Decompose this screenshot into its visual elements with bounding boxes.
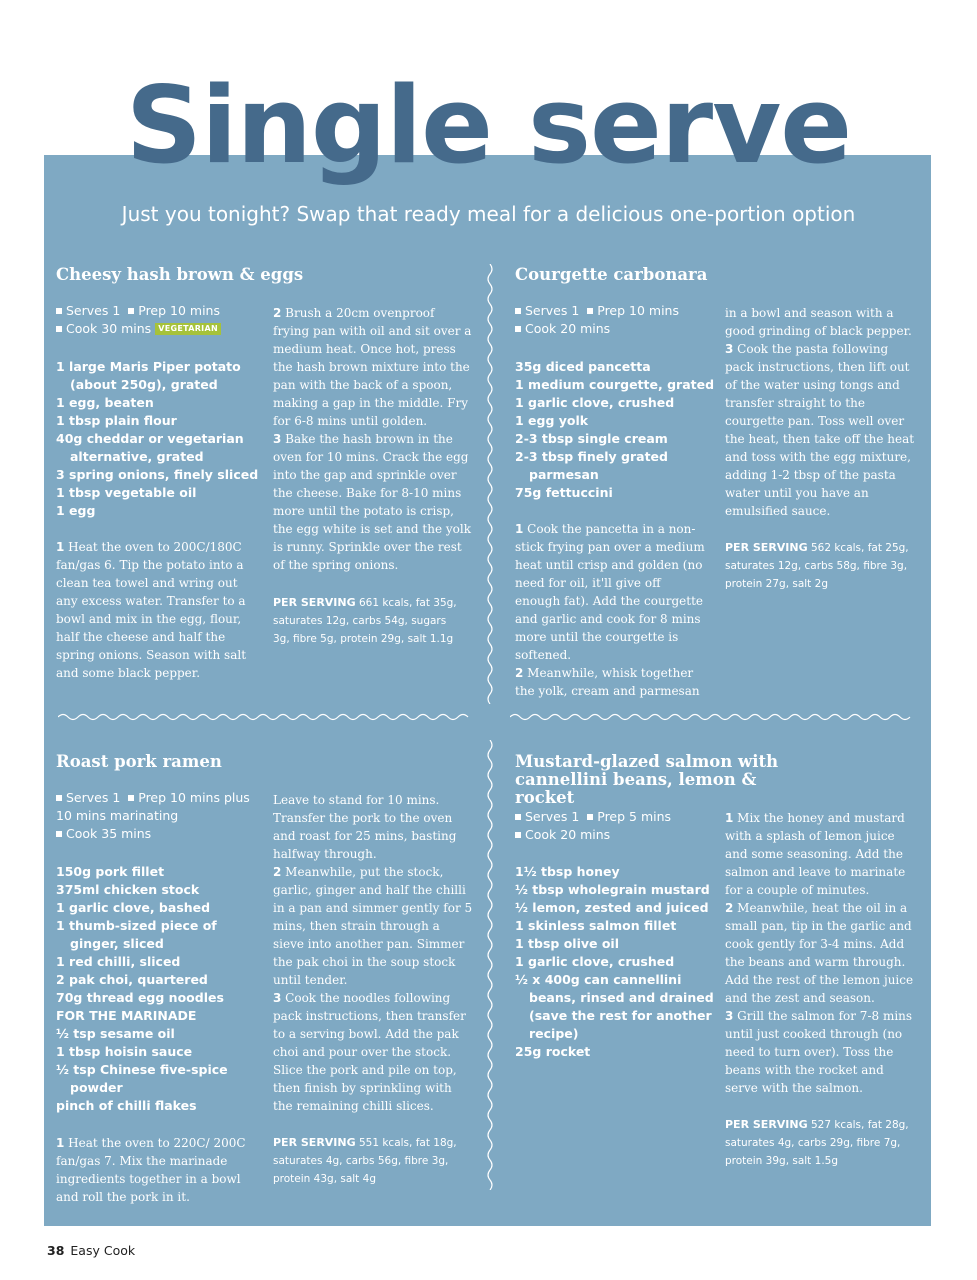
- ingredient: 1 skinless salmon fillet: [515, 918, 677, 933]
- step-text: Brush a 20cm ovenproof frying pan with oil and sit over a medium heat. Once hot, press the hash brown mixture into the pan with the back of a spoon, making a gap in the middle. Fry for 6-8 mins until golden.: [273, 306, 472, 428]
- method-step: [725, 304, 920, 520]
- ingredient: 1 tbsp olive oil: [515, 936, 620, 951]
- vertical-wavy-divider-top: [484, 264, 496, 704]
- step-text: Heat the oven to 200C/180C fan/gas 6. Tip the potato into a clean tea towel and wring out any excess water. Transfer to a bowl and mix in the egg, flour, half the cheese and half the spring onions. Season with salt and some black pepper.: [56, 540, 247, 680]
- nutrition-label: PER SERVING: [273, 1136, 356, 1149]
- method-step: [56, 1134, 252, 1206]
- cook-text: Cook 20 mins: [525, 321, 611, 336]
- step-number: 2: [725, 901, 734, 915]
- recipe-title: Mustard-glazed salmon with cannellini beans, lemon & rocket: [515, 752, 779, 807]
- nutrition-label: PER SERVING: [725, 541, 808, 554]
- recipe-meta: [515, 302, 715, 338]
- horizontal-wavy-divider-right: [510, 710, 918, 724]
- step-number: 3: [273, 991, 282, 1005]
- ingredient: ½ lemon, zested and juiced: [515, 900, 709, 915]
- cook-text: Cook 20 mins: [525, 827, 611, 842]
- ingredient: 35g diced pancetta: [515, 359, 651, 374]
- page-subtitle: Just you tonight? Swap that ready meal for a delicious one-portion option: [121, 202, 856, 226]
- step-text: Mix the honey and mustard with a splash of lemon juice and some seasoning. Add the salmon and leave to marinate for a couple of minutes.: [725, 811, 906, 897]
- serves-text: Serves 1: [525, 809, 580, 824]
- ingredient: 70g thread egg noodles: [56, 990, 224, 1005]
- recipe-title: Cheesy hash brown & eggs: [56, 265, 304, 284]
- recipe-title: Courgette carbonara: [515, 265, 708, 284]
- method-step: [725, 809, 920, 1097]
- method-step: [515, 520, 707, 700]
- ingredient: 1 garlic clove, crushed: [515, 954, 675, 969]
- step-text: Leave to stand for 10 mins. Transfer the pork to the oven and roast for 25 mins, basting halfway through.: [273, 793, 457, 861]
- nutrition-values: 551 kcals, fat 18g, saturates 4g, carbs 56g, fibre 3g, protein 43g, salt 4g: [273, 1137, 457, 1185]
- ingredient: ½ tsp sesame oil: [56, 1026, 175, 1041]
- ingredients-list: [56, 863, 261, 1115]
- step-number: 3: [725, 342, 734, 356]
- method-step: [273, 304, 473, 574]
- ingredient: 1 egg, beaten: [56, 395, 154, 410]
- step-number: 2: [273, 865, 282, 879]
- recipe-meta: [56, 789, 261, 843]
- step-number: 1: [56, 1136, 65, 1150]
- recipe-meta: [56, 302, 256, 338]
- step-text: in a bowl and season with a good grinding of black pepper.: [725, 306, 912, 338]
- step-text: Cook the noodles following pack instructions, then transfer to a serving bowl. Add the pak choi and pour over the stock. Slice the pork and pile on top, then finish by sprinkling with the remaining chilli slices.: [273, 991, 466, 1113]
- ingredient: 25g rocket: [515, 1044, 591, 1059]
- cook-text: Cook 30 mins: [66, 321, 152, 336]
- horizontal-wavy-divider-left: [58, 710, 472, 724]
- vertical-wavy-divider-bottom: [484, 740, 496, 1190]
- vegetarian-badge: VEGETARIAN: [155, 323, 221, 335]
- step-number: 3: [273, 432, 282, 446]
- step-text: Cook the pancetta in a non-stick frying pan over a medium heat until crisp and golden (no need for oil, it'll give off enough fat). Add the courgette and garlic and cook for 8 mins more until the courgette is softened.: [515, 522, 705, 662]
- cook-text: Cook 35 mins: [66, 826, 152, 841]
- ingredients-list: [515, 863, 715, 1061]
- ingredient: 2-3 tbsp single cream: [515, 431, 668, 446]
- ingredient: 1 large Maris Piper potato (about 250g), grated: [56, 359, 241, 392]
- step-number: 2: [273, 306, 282, 320]
- step-number: 1: [515, 522, 524, 536]
- step-text: Bake the hash brown in the oven for 10 mins. Crack the egg into the gap and sprinkle over the cheese. Bake for 8-10 mins more until the potato is crisp, the egg white is set and the yolk is runny. Sprinkle over the rest of the spring onions.: [273, 432, 471, 572]
- page-title: Single serve: [125, 64, 852, 187]
- nutrition-values: 661 kcals, fat 35g, saturates 12g, carbs 54g, sugars 3g, fibre 5g, protein 29g, salt 1.1g: [273, 597, 457, 645]
- ingredient: 1 garlic clove, bashed: [56, 900, 211, 915]
- ingredient: ½ tbsp wholegrain mustard: [515, 882, 710, 897]
- nutrition-values: 562 kcals, fat 25g, saturates 12g, carbs 58g, fibre 3g, protein 27g, salt 2g: [725, 542, 909, 590]
- recipe-meta: [515, 808, 715, 844]
- serves-text: Serves 1: [66, 303, 121, 318]
- ingredient: 3 spring onions, finely sliced: [56, 467, 259, 482]
- nutrition-info: [725, 1116, 915, 1170]
- ingredient: 1 egg: [56, 503, 96, 518]
- step-text: Meanwhile, put the stock, garlic, ginger and half the chilli in a pan and simmer gently for 5 mins, then strain through a sieve into another pan. Simmer the pak choi in the soup stock until tender.: [273, 865, 473, 987]
- ingredient: 1 tbsp vegetable oil: [56, 485, 197, 500]
- ingredient: 1 tbsp plain flour: [56, 413, 177, 428]
- prep-text: Prep 10 mins: [138, 303, 220, 318]
- ingredient: 1 tbsp hoisin sauce: [56, 1044, 193, 1059]
- ingredient: ½ tsp Chinese five-spice powder: [56, 1062, 228, 1095]
- ingredients-list: [56, 358, 261, 520]
- ingredient: 75g fettuccini: [515, 485, 613, 500]
- method-step: [273, 791, 473, 1115]
- prep-text: Prep 10 mins plus 10 mins marinating: [56, 790, 250, 823]
- page-footer: [47, 1243, 135, 1258]
- step-number: 2: [515, 666, 524, 680]
- step-text: Heat the oven to 220C/ 200C fan/gas 7. Mix the marinade ingredients together in a bowl and roll the pork in it.: [56, 1136, 246, 1204]
- ingredient: 2 pak choi, quartered: [56, 972, 208, 987]
- step-number: 1: [725, 811, 734, 825]
- ingredient: 375ml chicken stock: [56, 882, 200, 897]
- recipe-title: Roast pork ramen: [56, 752, 222, 771]
- magazine-name: Easy Cook: [70, 1243, 136, 1258]
- ingredient: 1 medium courgette, grated: [515, 377, 715, 392]
- step-text: Meanwhile, heat the oil in a small pan, tip in the garlic and cook gently for 3-4 mins. Add the beans and warm through. Add the rest of the lemon juice and the zest and season.: [725, 901, 914, 1005]
- nutrition-label: PER SERVING: [273, 596, 356, 609]
- ingredient: 1 thumb-sized piece of ginger, sliced: [56, 918, 217, 951]
- ingredient: 1 garlic clove, crushed: [515, 395, 675, 410]
- nutrition-info: [273, 1134, 463, 1188]
- marinade-heading: FOR THE MARINADE: [56, 1008, 197, 1023]
- ingredients-list: [515, 358, 715, 502]
- step-text: Grill the salmon for 7-8 mins until just cooked through (no need to turn over). Toss the beans with the rocket and serve with the salmon.: [725, 1009, 913, 1095]
- ingredient: 1½ tbsp honey: [515, 864, 620, 879]
- ingredient: 2-3 tbsp finely grated parmesan: [515, 449, 668, 482]
- nutrition-info: [725, 539, 910, 593]
- step-number: 1: [56, 540, 65, 554]
- step-text: Cook the pasta following pack instructions, then lift out of the water using tongs and transfer straight to the courgette pan. Toss well over the heat, then take off the heat and toss with the egg mixture, adding 1-2 tbsp of the pasta water until you have an emulsified sauce.: [725, 342, 915, 518]
- ingredient: 1 red chilli, sliced: [56, 954, 181, 969]
- serves-text: Serves 1: [525, 303, 580, 318]
- page-number: 38: [47, 1243, 65, 1258]
- step-number: 3: [725, 1009, 734, 1023]
- step-text: Meanwhile, whisk together the yolk, cream and parmesan: [515, 666, 700, 698]
- ingredient: pinch of chilli flakes: [56, 1098, 197, 1113]
- serves-text: Serves 1: [66, 790, 121, 805]
- ingredient: 150g pork fillet: [56, 864, 165, 879]
- ingredient: 1 egg yolk: [515, 413, 589, 428]
- ingredient: 40g cheddar or vegetarian alternative, grated: [56, 431, 244, 464]
- prep-text: Prep 5 mins: [597, 809, 672, 824]
- prep-text: Prep 10 mins: [597, 303, 679, 318]
- nutrition-info: [273, 594, 463, 648]
- method-step: [56, 538, 252, 682]
- nutrition-values: 527 kcals, fat 28g, saturates 4g, carbs 29g, fibre 7g, protein 39g, salt 1.5g: [725, 1119, 909, 1167]
- nutrition-label: PER SERVING: [725, 1118, 808, 1131]
- ingredient: ½ x 400g can cannellini beans, rinsed and drained (save the rest for another recipe): [515, 972, 714, 1041]
